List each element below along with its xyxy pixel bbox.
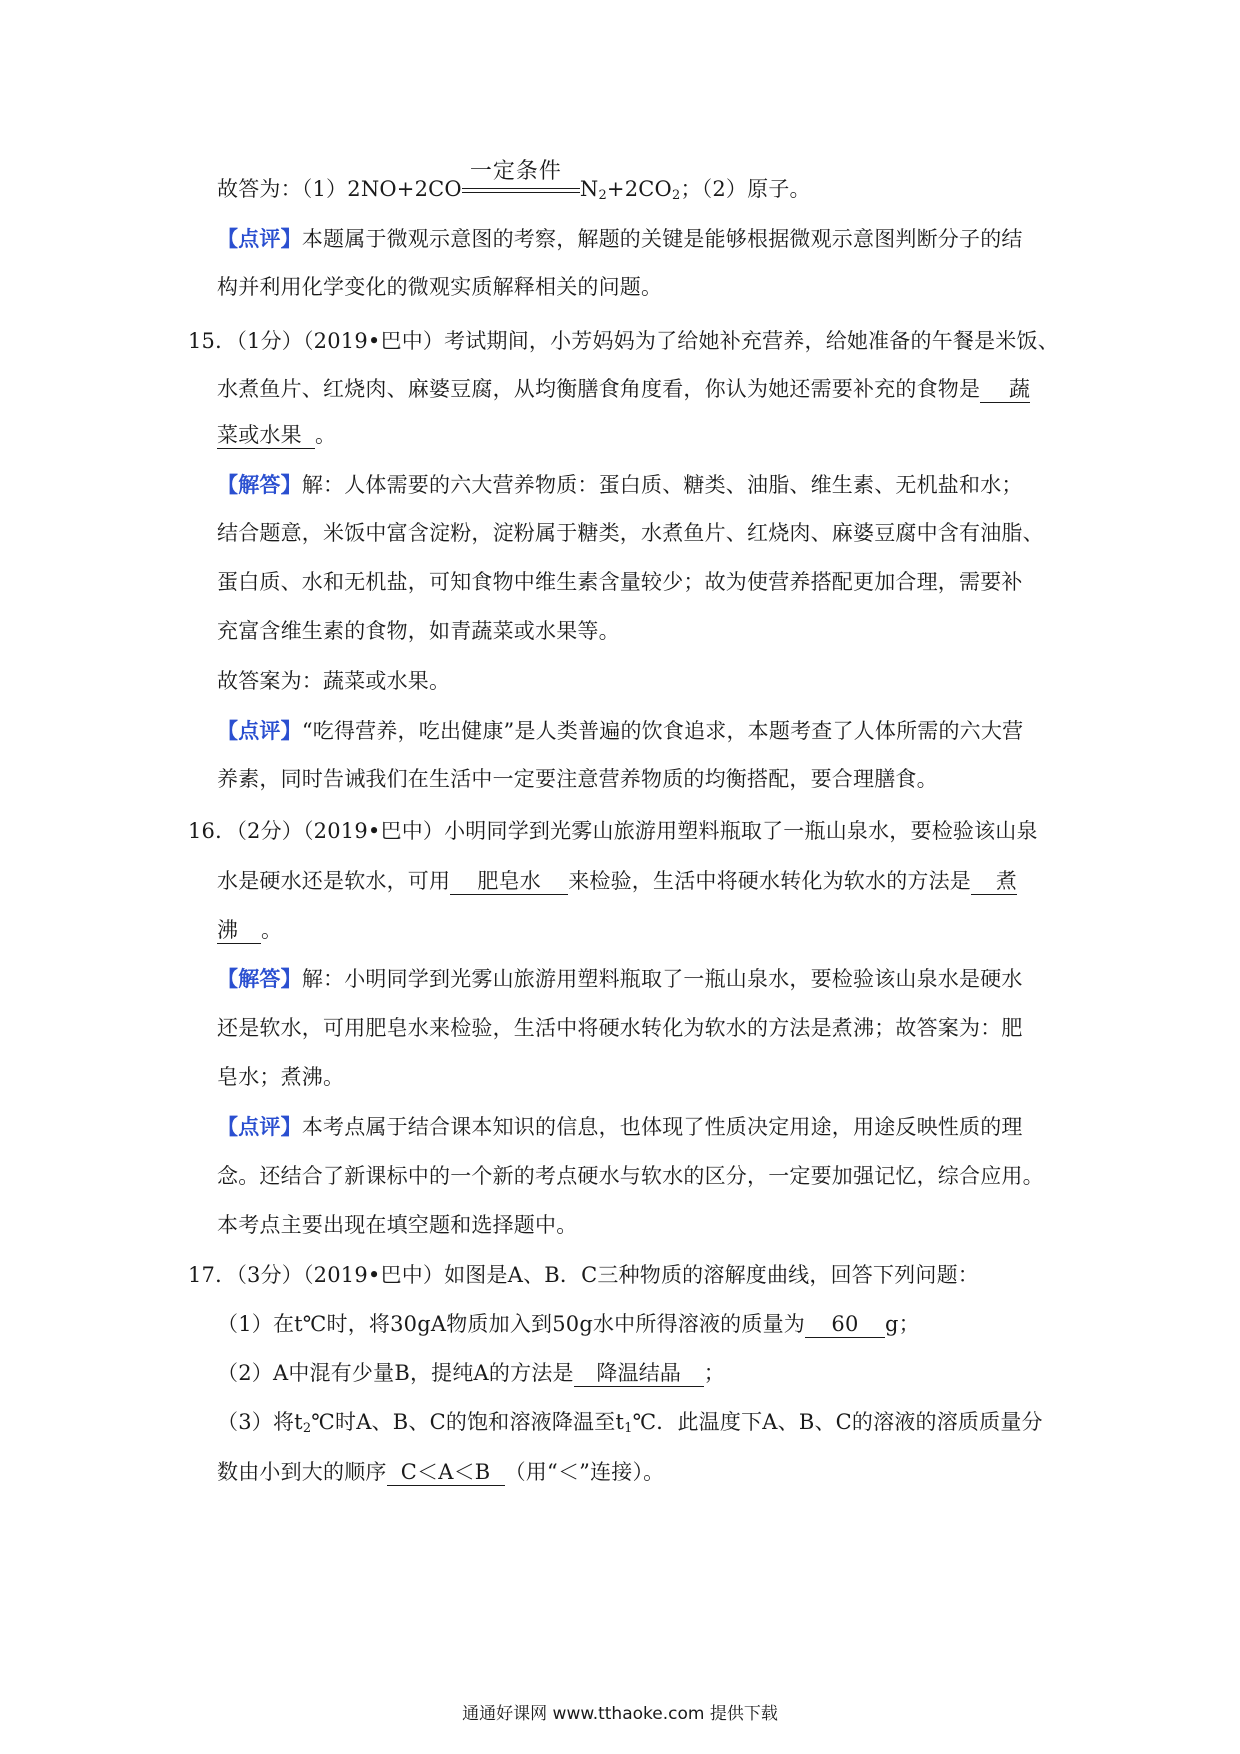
- q16-solution-text-2: 还是软水，可用肥皂水来检验，生活中将硬水转化为软水的方法是煮沸；故答案为：肥: [217, 1016, 1023, 1040]
- q17-part-1-blank: 60: [805, 1311, 885, 1338]
- q16-review-line-2: [217, 1161, 1044, 1191]
- q17-stem: [188, 1260, 979, 1290]
- page-footer: 通通好课网 www.tthaoke.com 提供下载: [462, 1704, 778, 1724]
- q15-solution-line-2: [217, 518, 1044, 548]
- q17-part-3-line-1: [217, 1407, 1043, 1444]
- product-co: +2CO: [606, 177, 672, 201]
- q15-review-text-2: 养素，同时告诫我们在生活中一定要注意营养物质的均衡搭配，要合理膳食。: [217, 767, 938, 791]
- q15-answer-blank-part1: 蔬: [980, 376, 1030, 403]
- q15-solution-text-1: 解：人体需要的六大营养物质：蛋白质、糖类、油脂、维生素、无机盐和水；: [301, 473, 1023, 497]
- q16-review-line-3: [217, 1210, 577, 1240]
- q17-part-3-line-2: [217, 1457, 664, 1487]
- q15-solution-line-3: [217, 567, 1023, 597]
- q17-part-1-end: g；: [884, 1312, 920, 1336]
- review-tag: 【点评】: [217, 1114, 302, 1139]
- q16-solution-line-2: [217, 1013, 1023, 1043]
- q16-review-text-3: 本考点主要出现在填空题和选择题中。: [217, 1213, 578, 1237]
- q16-answer-blank-1: 肥皂水: [450, 868, 568, 895]
- q15-final-answer-text: 故答案为：蔬菜或水果。: [217, 669, 451, 693]
- q17-part-3-text-c: ℃．此温度下A、B、C的溶液的溶质质量分: [632, 1410, 1043, 1434]
- q14-answer: [217, 159, 811, 211]
- q16-solution-text-3: 皂水；煮沸。: [217, 1065, 345, 1089]
- q16-stem-end: 。: [261, 918, 283, 942]
- q14-answer-suffix: ；（2）原子。: [680, 177, 811, 201]
- q15-review-line-1: [217, 716, 1023, 746]
- solution-tag: 【解答】: [217, 966, 302, 991]
- q15-solution-text-4: 充富含维生素的食物，如青蔬菜或水果等。: [217, 619, 620, 643]
- q14-review-text-1: 本题属于微观示意图的考察，解题的关键是能够根据微观示意图判断分子的结: [301, 227, 1023, 251]
- q15-review-line-2: [217, 764, 938, 794]
- q15-stem-line-3: [217, 420, 336, 450]
- q16-review-text-1: 本考点属于结合课本知识的信息，也体现了性质决定用途，用途反映性质的理: [301, 1115, 1023, 1139]
- reaction-condition: [462, 159, 580, 204]
- q16-stem-line-1: [188, 816, 1038, 846]
- q15-stem-line-2: [217, 374, 1030, 404]
- q16-solution-line-3: [217, 1062, 344, 1092]
- q14-answer-prefix: 故答为：（1）2NO+2CO: [217, 177, 462, 201]
- q15-solution-text-2: 结合题意，米饭中富含淀粉，淀粉属于糖类，水煮鱼片、红烧肉、麻婆豆腐中含有油脂、: [217, 521, 1044, 545]
- q14-review-text-2: 构并利用化学变化的微观实质解释相关的问题。: [217, 275, 663, 299]
- q17-part-2-end: ；: [703, 1361, 725, 1385]
- q15-stem-end: 。: [315, 423, 337, 447]
- q17-part-2: [217, 1358, 725, 1388]
- product-n-subscript: 2: [598, 188, 607, 203]
- q15-stem-line-1: [188, 326, 1059, 356]
- product-n: N: [579, 177, 599, 201]
- q17-part-3-text-b: ℃时A、B、C的饱和溶液降温至t: [311, 1410, 625, 1434]
- q17-part-2-blank: 降温结晶: [574, 1360, 704, 1387]
- q16-answer-blank-2-part1: 煮: [971, 868, 1017, 895]
- q16-solution-text-1: 解：小明同学到光雾山旅游用塑料瓶取了一瓶山泉水，要检验该山泉水是硬水: [301, 967, 1023, 991]
- q17-part-3-text-d: 数由小到大的顺序: [217, 1460, 387, 1484]
- q16-stem-line-2: [217, 866, 1017, 896]
- q15-review-text-1: “吃得营养，吃出健康”是人类普遍的饮食追求，本题考查了人体所需的六大营: [301, 719, 1024, 743]
- q16-stem-text-2a: 水是硬水还是软水，可用: [217, 869, 451, 893]
- q17-part-3-text-a: （3）将t: [217, 1410, 303, 1434]
- q16-review-line-1: [217, 1112, 1023, 1142]
- reaction-condition-label: 一定条件: [469, 159, 562, 184]
- q17-part-1: [217, 1309, 920, 1339]
- q16-solution-line-1: [217, 964, 1023, 994]
- q16-stem-line-3: [217, 915, 282, 945]
- q17-stem-text: 17．（3分）（2019•巴中）如图是A、B．C三种物质的溶解度曲线，回答下列问题：: [188, 1263, 979, 1287]
- q17-part-2-text: （2）A中混有少量B，提纯A的方法是: [217, 1361, 574, 1385]
- q15-solution-text-3: 蛋白质、水和无机盐，可知食物中维生素含量较少；故为使营养搭配更加合理，需要补: [217, 570, 1023, 594]
- q15-solution-line-4: [217, 616, 620, 646]
- q14-review-line-1: [217, 224, 1023, 254]
- t2-subscript: 2: [302, 1421, 312, 1436]
- q15-solution-line-1: [217, 470, 1023, 500]
- review-tag: 【点评】: [217, 718, 302, 743]
- q16-stem-text-1: 16．（2分）（2019•巴中）小明同学到光雾山旅游用塑料瓶取了一瓶山泉水，要检验该山泉: [188, 819, 1038, 843]
- q15-stem-text-2: 水煮鱼片、红烧肉、麻婆豆腐，从均衡膳食角度看，你认为她还需要补充的食物是: [217, 377, 981, 401]
- t1-subscript: 1: [624, 1421, 633, 1436]
- q14-review-line-2: [217, 272, 662, 302]
- q15-answer-blank-part2: 菜或水果: [217, 422, 315, 449]
- q15-final-answer: [217, 666, 450, 696]
- q17-part-3-end: （用“＜”连接）。: [504, 1460, 665, 1484]
- solution-tag: 【解答】: [217, 472, 302, 497]
- q17-part-1-text: （1）在t℃时，将30gA物质加入到50g水中所得溶液的质量为: [217, 1312, 805, 1336]
- q16-stem-text-2b: 来检验，生活中将硬水转化为软水的方法是: [568, 869, 972, 893]
- product-co-subscript: 2: [671, 188, 681, 203]
- q17-part-3-blank: C＜A＜B: [387, 1459, 505, 1486]
- reaction-equals-sign: [462, 188, 580, 193]
- q15-stem-text-1: 15．（1分）（2019•巴中）考试期间，小芳妈妈为了给她补充营养，给她准备的午餐是米饭、: [188, 329, 1059, 353]
- review-tag: 【点评】: [217, 226, 302, 251]
- q16-review-text-2: 念。还结合了新课标中的一个新的考点硬水与软水的区分，一定要加强记忆，综合应用。: [217, 1164, 1044, 1188]
- q16-answer-blank-2-part2: 沸: [217, 917, 261, 944]
